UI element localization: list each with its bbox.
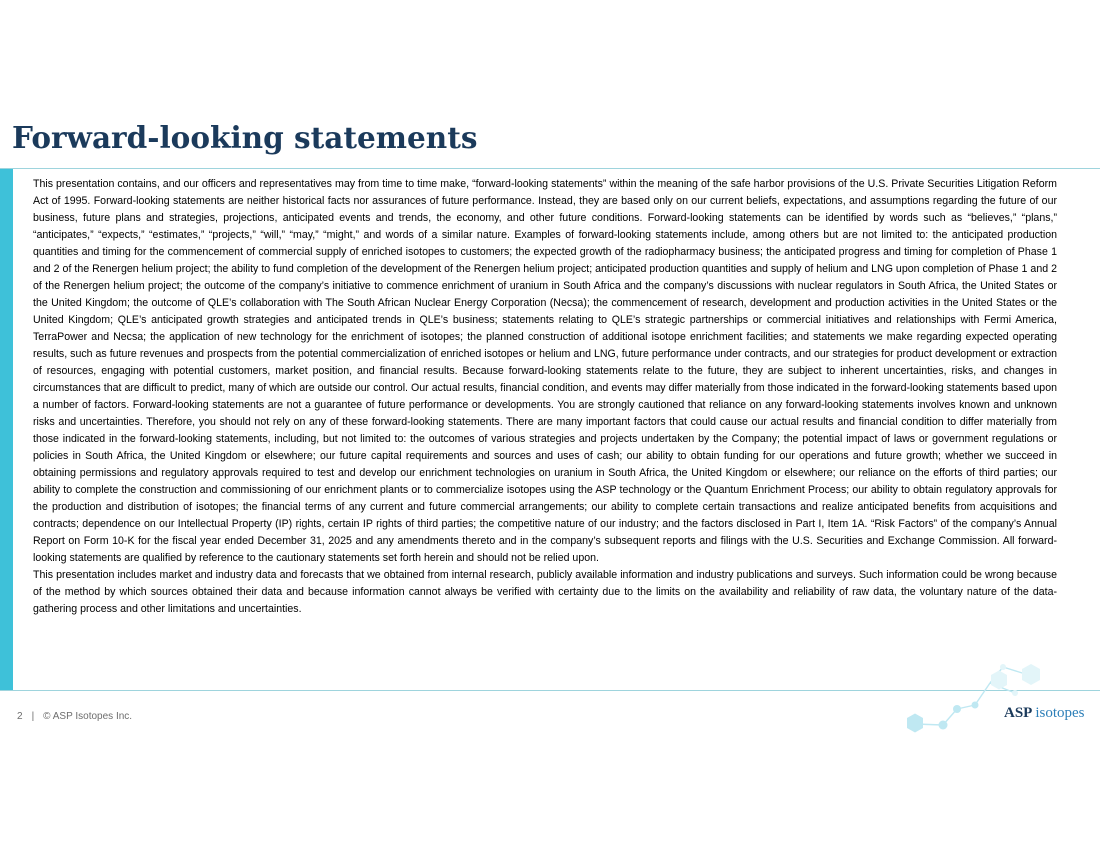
atom-node: [1012, 690, 1018, 696]
accent-bar: [0, 169, 13, 690]
footer: [17, 711, 132, 722]
page-title: Forward-looking statements: [12, 120, 478, 155]
hexagon-node: [991, 671, 1007, 690]
atom-node: [939, 721, 948, 730]
atom-node: [972, 702, 979, 709]
atom-node: [1000, 664, 1006, 670]
top-divider: [0, 168, 1100, 169]
hexagon-node: [1022, 664, 1040, 685]
page-number: 2: [17, 711, 23, 722]
atom-node: [953, 705, 961, 713]
disclaimer-paragraph: This presentation contains, and our officers and representatives may from time to time make, “forward-looking statements” within the meaning of the safe harbor provisions of the U.S. Private Securities Litigation Reform Act of 1995. Forward-looking statements are neither historical facts nor assurances of future performance. Instead, they are based only on our current beliefs, expectations, and assumptions regarding the future of our business, future plans and strategies, projections, anticipated events and trends, the economy, and other future conditions. Forward-looking statements can be identified by words such as “believes,” “plans,” “anticipates,” “expects,” “estimates,” “projects,” “will,” “may,” “might,” and words of a similar nature. Examples of forward-looking statements include, among others but are not limited to: the anticipated production quantities and timing for the commencement of commercial supply of enriched isotopes to customers; the expected growth of the radiopharmacy business; the anticipated progress and timing for completion of Phase 1 and 2 of the Renergen helium project; the ability to fund completion of the development of the Renergen helium project; anticipated production quantities and supply of helium and LNG upon completion of Phase 1 and 2 of the Renergen helium project; the outcome of the company’s initiative to commence enrichment of uranium in South Africa and the company’s discussions with nuclear regulators in South Africa, the United States or the United Kingdom; the outcome of QLE’s collaboration with The South African Nuclear Energy Corporation (Necsa); the commencement of research, development and production activities in the United States or the United Kingdom; QLE’s anticipated growth strategies and anticipated trends in QLE’s business; statements relating to QLE’s strategic partnerships or commercial initiatives and relationships with Fermi America, TerraPower and Necsa; the application of new technology for the enrichment of isotopes; the planned construction of additional isotope enrichment facilities; and statements we make regarding expected operating results, such as future revenues and prospects from the potential commercialization of enriched isotopes or helium and LNG, future performance under contracts, and our strategies for product development or extraction of resources, engaging with potential customers, market position, and financial results. Because forward-looking statements relate to the future, they are subject to inherent uncertainties, risks, and changes in circumstances that are difficult to predict, many of which are outside our control. Our actual results, financial condition, and events may differ materially from those indicated in the forward-looking statements based upon a number of factors. Forward-looking statements are not a guarantee of future performance or developments. You are strongly cautioned that reliance on any forward-looking statements involves known and unknown risks and uncertainties. Therefore, you should not rely on any of these forward-looking statements. There are many important factors that could cause our actual results and financial condition to differ materially from those indicated in the forward-looking statements, including, but not limited to: the outcomes of various strategies and projects undertaken by the Company; the potential impact of laws or government regulations or policies in South Africa, the United Kingdom or elsewhere; our future capital requirements and sources and uses of cash; our ability to obtain funding for our operations and future growth; whether we succeed in obtaining permissions and regulatory approvals required to test and develop our enrichment technologies on uranium in South Africa, the United Kingdom or elsewhere; our reliance on the efforts of third parties; our ability to complete the construction and commissioning of our enrichment plants or to commercialize isotopes using the ASP technology or the Quantum Enrichment Process; our ability to obtain regulatory approvals for the production and distribution of isotopes; the financial terms of any current and future commercial arrangements; our ability to complete certain transactions and realize anticipated benefits from acquisitions and contracts; dependence on our Intellectual Property (IP) rights, certain IP rights of third parties; the competitive nature of our industry; and the factors disclosed in Part I, Item 1A. “Risk Factors” of the company’s Annual Report on Form 10-K for the fiscal year ended December 31, 2025 and any amendments thereto and in the company’s subsequent reports and filings with the U.S. Securities and Exchange Commission. All forward-looking statements are qualified by reference to the cautionary statements set forth herein and should not be relied upon.: [33, 178, 1057, 564]
molecule-network-icon: [895, 655, 1100, 740]
market-data-paragraph: This presentation includes market and industry data and forecasts that we obtained from internal research, publicly available information and industry publications and surveys. Such information could be wrong because of the method by which sources obtained their data and because information cannot always be verified with certainty due to the limits on the availability and reliability of raw data, the voluntary nature of the data-gathering process and other limitations and uncertainties.: [33, 569, 1057, 615]
company-logo: [1004, 705, 1085, 722]
disclaimer-body: [33, 176, 1057, 618]
logo-brand-secondary: isotopes: [1035, 705, 1085, 721]
footer-separator: |: [31, 711, 35, 722]
logo-brand-primary: ASP: [1004, 705, 1033, 721]
hexagon-node: [907, 714, 923, 733]
copyright-text: © ASP Isotopes Inc.: [43, 711, 133, 722]
